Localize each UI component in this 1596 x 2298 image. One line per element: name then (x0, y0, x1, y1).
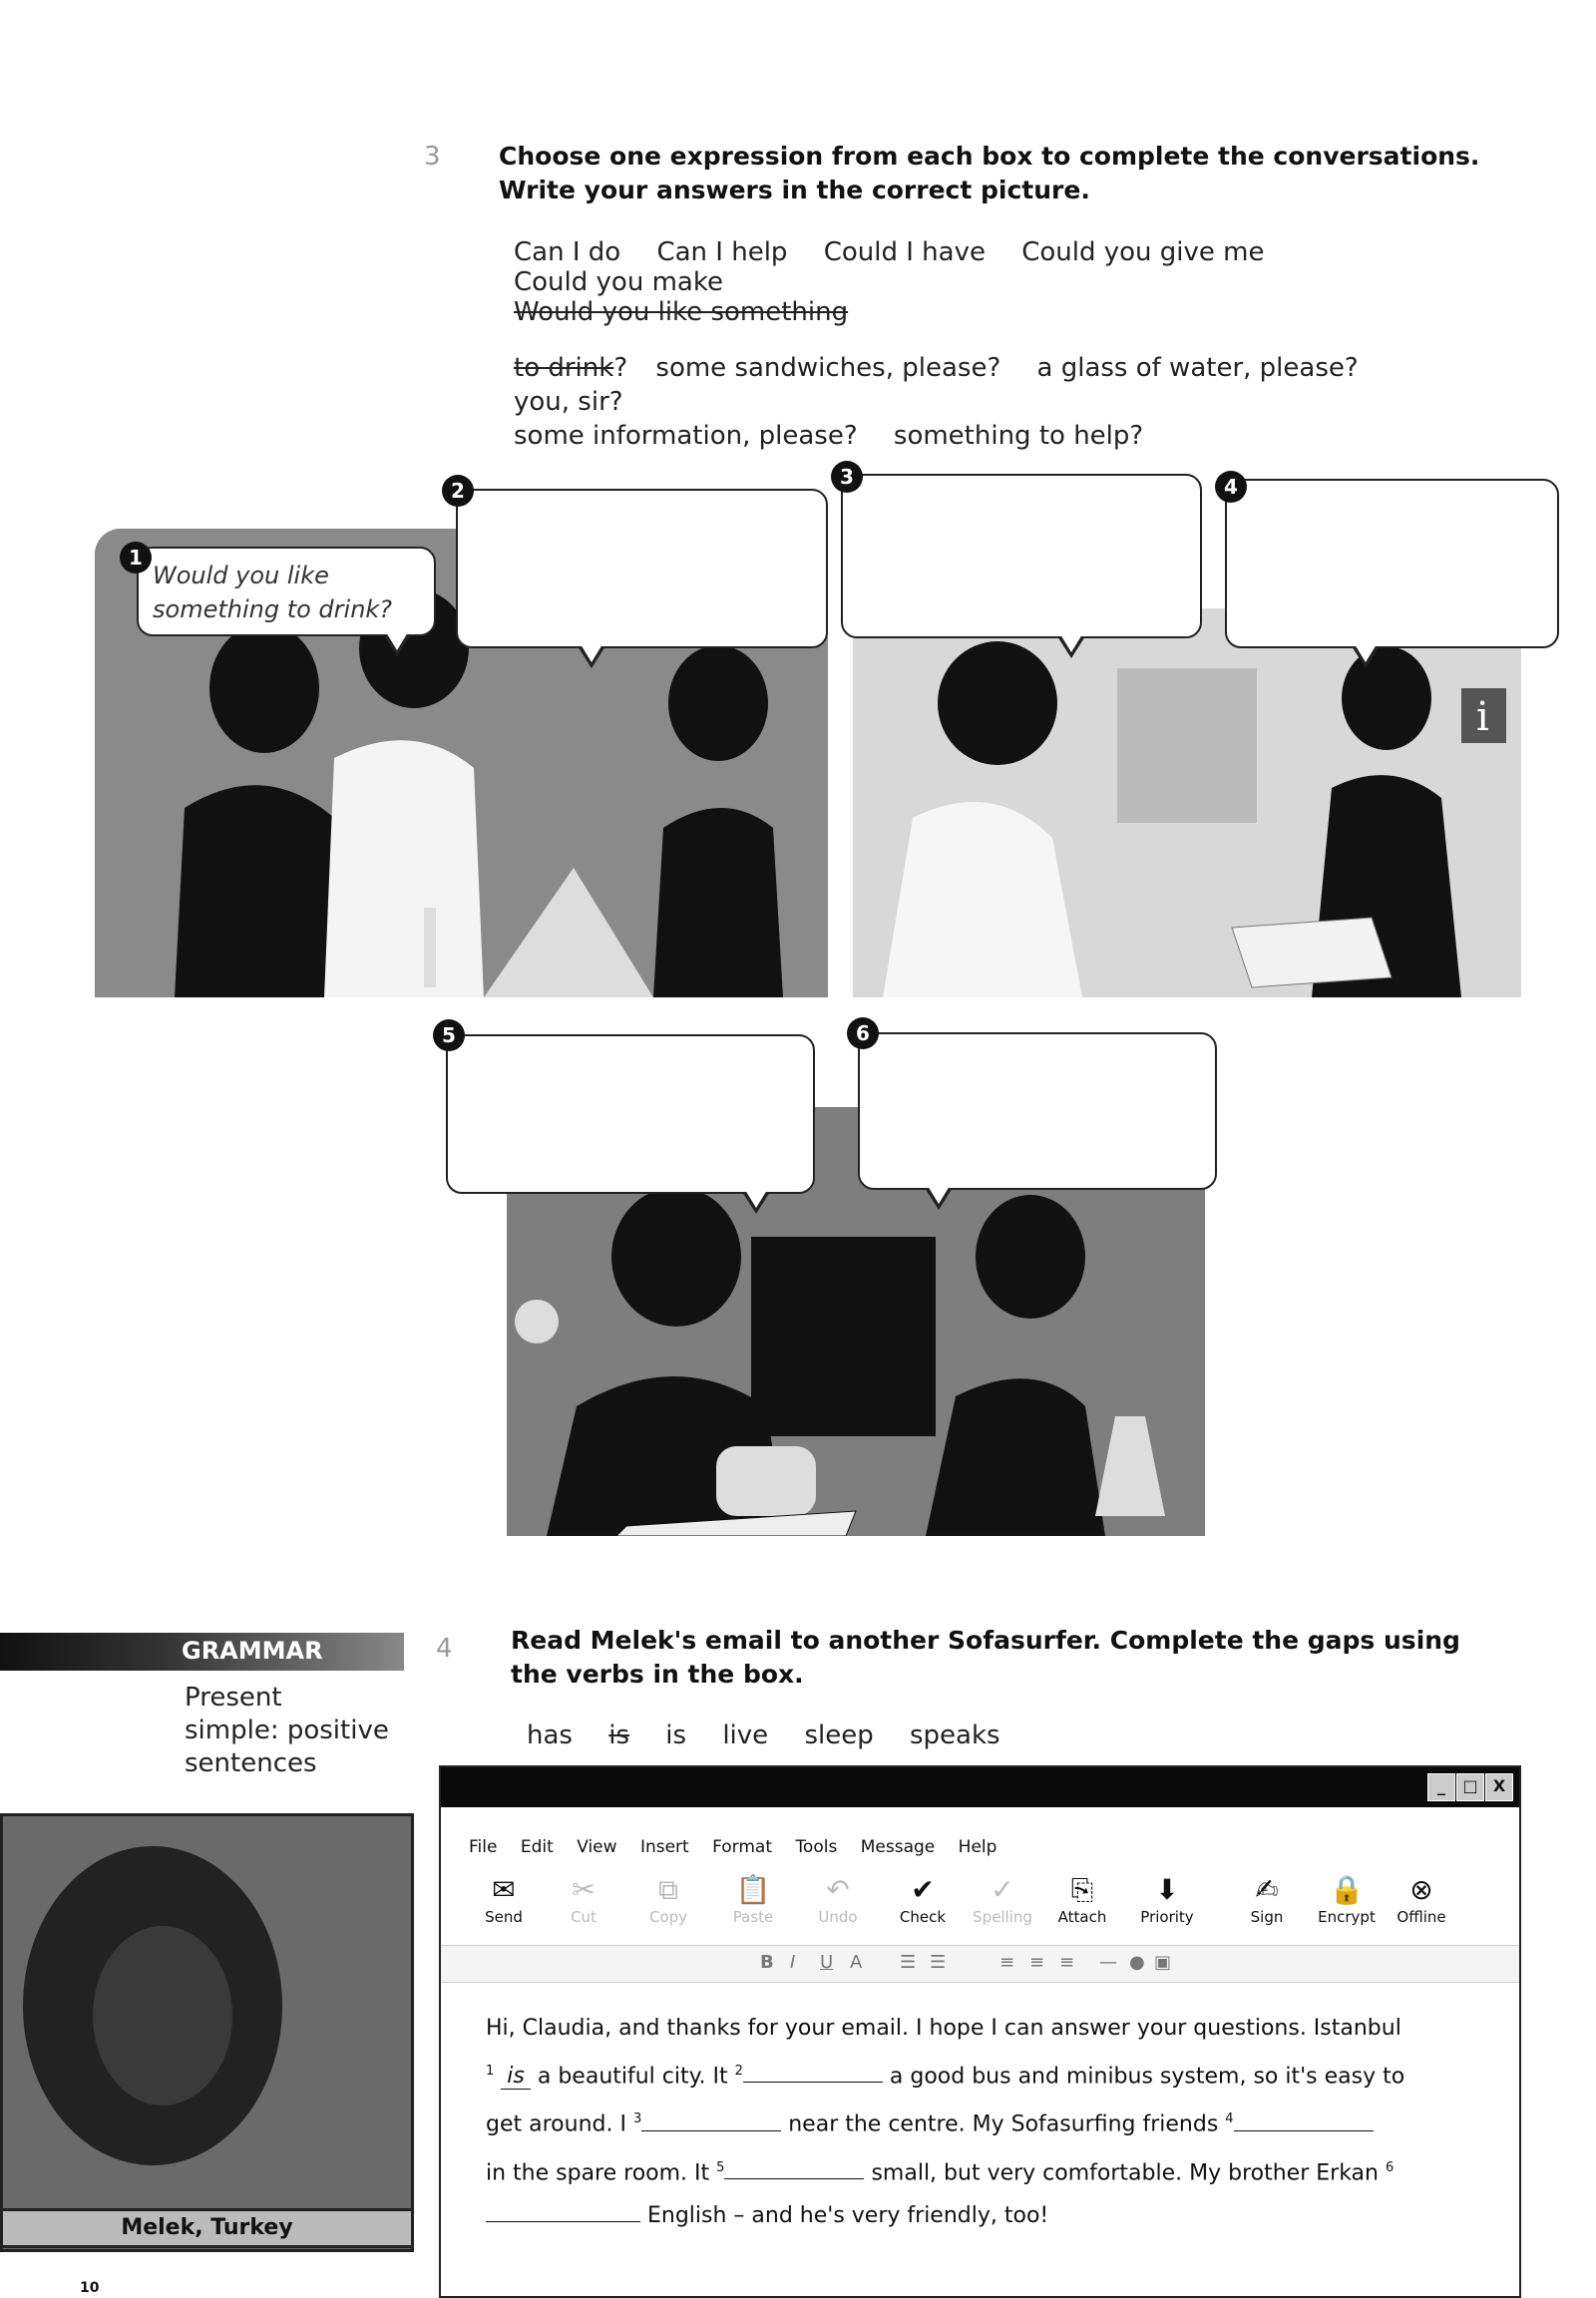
insert-picture-icon[interactable]: ▣ (1154, 1952, 1172, 1973)
tool-label: Undo (818, 1908, 858, 1926)
menu-insert[interactable]: Insert (639, 1837, 689, 1857)
insert-link-icon[interactable]: ● (1129, 1952, 1145, 1973)
menu-help[interactable]: Help (958, 1837, 998, 1857)
check-button[interactable] (888, 1872, 958, 1926)
priority-icon: ⬇ (1155, 1873, 1179, 1906)
close-button[interactable]: X (1485, 1773, 1513, 1801)
menu-message[interactable]: Message (860, 1837, 936, 1857)
gap-5-blank[interactable] (724, 2158, 864, 2179)
undo-icon: ↶ (826, 1873, 850, 1906)
offline-icon: ⊗ (1409, 1873, 1433, 1906)
verb-word-struck: is (608, 1721, 630, 1750)
box2-word: a glass of water, please? (1036, 353, 1359, 383)
speech-bubble-4[interactable] (1225, 479, 1559, 648)
send-button[interactable] (469, 1872, 539, 1926)
encrypt-icon: 🔒 (1329, 1873, 1365, 1906)
melek-photo (0, 1813, 414, 2252)
box2-example-struck: to drink (514, 353, 614, 383)
email-text: a beautiful city. It (537, 2064, 728, 2090)
exercise-3-number: 3 (424, 142, 441, 172)
email-toolbar (469, 1872, 1506, 1942)
portrait-image (3, 1816, 414, 2252)
bubble-tail (1057, 636, 1085, 658)
verb-box (527, 1721, 1028, 1750)
menu-file[interactable]: File (469, 1837, 498, 1857)
encrypt-button[interactable] (1312, 1872, 1382, 1926)
bubble-number-badge: 2 (442, 475, 474, 507)
gap-number: 5 (716, 2159, 725, 2175)
undo-button[interactable] (803, 1872, 873, 1926)
tool-label: Sign (1250, 1908, 1284, 1926)
formatting-toolbar (441, 1945, 1519, 1983)
grammar-subtitle (185, 1682, 389, 1780)
email-window (439, 1765, 1521, 2298)
bubble-number-badge: 3 (831, 461, 863, 493)
bubble-6-text (860, 1034, 1215, 1054)
email-body[interactable] (486, 2007, 1483, 2237)
scissors-icon: ✂ (572, 1873, 596, 1906)
minimize-button[interactable]: _ (1427, 1773, 1455, 1801)
box2-word: some sandwiches, please? (655, 353, 1001, 383)
verb-word: live (722, 1721, 769, 1750)
email-text: in the spare room. It (486, 2159, 710, 2185)
align-right-icon[interactable]: ≡ (1059, 1952, 1075, 1973)
menu-format[interactable]: Format (712, 1837, 773, 1857)
menu-bar (469, 1837, 1014, 1857)
page-number: 10 (80, 2280, 100, 2296)
verb-word: is (665, 1721, 687, 1750)
grammar-subtitle-line: simple: positive (185, 1716, 389, 1745)
spelling-icon: ✓ (991, 1873, 1014, 1906)
cut-button[interactable] (549, 1872, 618, 1926)
email-text: get around. I (486, 2111, 626, 2137)
numbered-list-icon[interactable]: ☰ (900, 1952, 917, 1973)
box2-word: you, sir? (514, 387, 623, 417)
email-text: near the centre. My Sofasurfing friends (788, 2111, 1219, 2137)
box1-word: Can I do (514, 237, 621, 267)
grammar-subtitle-line: Present (185, 1683, 282, 1713)
speech-bubble-3[interactable] (841, 474, 1202, 638)
bubble-3-text (843, 476, 1200, 496)
bubble-tail (578, 646, 605, 668)
align-left-icon[interactable]: ≡ (999, 1952, 1015, 1973)
gap-1-answer: is (501, 2064, 531, 2090)
expression-box-2 (514, 351, 1511, 453)
tourist-info-illustration (853, 608, 1521, 997)
gap-3-blank[interactable] (641, 2110, 781, 2131)
paperclip-icon: ⎘ (1070, 1873, 1094, 1906)
gap-2-blank[interactable] (743, 2062, 883, 2083)
email-text: a good bus and minibus system, so it's easy to (889, 2064, 1405, 2090)
tool-label: Encrypt (1318, 1908, 1376, 1926)
box2-word: something to help? (893, 421, 1144, 451)
speech-bubble-5[interactable] (446, 1034, 815, 1194)
tool-label: Send (485, 1908, 523, 1926)
speech-bubble-1 (137, 547, 436, 636)
email-text: Hi, Claudia, and thanks for your email. I hope I can answer your questions. Istanbul (486, 2016, 1401, 2041)
italic-icon[interactable]: I (790, 1952, 796, 1973)
send-icon: ✉ (492, 1873, 516, 1906)
bubble-5-text (448, 1036, 813, 1056)
sign-icon: ✍ (1255, 1873, 1279, 1906)
photo-caption: Melek, Turkey (0, 2208, 414, 2248)
check-names-icon: ✔ (911, 1873, 935, 1906)
tourist-info-scene-icon (853, 608, 1521, 997)
speech-bubble-2[interactable] (456, 489, 828, 648)
align-center-icon[interactable]: ≡ (1029, 1952, 1045, 1973)
paste-icon: 📋 (735, 1873, 771, 1906)
gap-number: 1 (486, 2064, 495, 2079)
expression-box-1 (514, 237, 1511, 327)
verb-word: has (527, 1721, 573, 1750)
tool-label: Cut (571, 1908, 597, 1926)
gap-number: 6 (1385, 2159, 1395, 2175)
bubble-tail (383, 634, 411, 656)
font-color-icon[interactable]: A (850, 1952, 863, 1973)
copy-icon: ⧉ (658, 1873, 678, 1906)
box1-word: Could I have (823, 237, 986, 267)
email-line (486, 2007, 1483, 2050)
bubble-1-text: Would you like something to drink? (153, 562, 393, 623)
bubble-number-badge: 5 (433, 1019, 465, 1051)
tool-label: Paste (732, 1908, 774, 1926)
menu-tools[interactable]: Tools (795, 1837, 838, 1857)
maximize-button[interactable]: □ (1456, 1773, 1484, 1801)
tool-label: Check (899, 1908, 947, 1926)
grammar-subtitle-line: sentences (185, 1748, 317, 1778)
bubble-number-badge: 1 (120, 542, 152, 574)
bubble-tail (1352, 646, 1380, 668)
email-line (486, 2146, 1483, 2194)
offline-button[interactable] (1387, 1872, 1456, 1926)
paste-button[interactable] (718, 1872, 788, 1926)
spelling-button[interactable] (968, 1872, 1037, 1926)
speech-bubble-6[interactable] (858, 1032, 1217, 1190)
bullet-list-icon[interactable]: ☰ (930, 1952, 947, 1973)
gap-4-blank[interactable] (1234, 2110, 1374, 2131)
gap-number: 4 (1225, 2111, 1234, 2127)
sign-button[interactable] (1232, 1872, 1302, 1926)
horizontal-line-icon[interactable]: — (1099, 1952, 1117, 1973)
email-line (486, 2098, 1483, 2145)
bubble-4-text (1227, 481, 1557, 501)
box1-example-struck: Would you like something (514, 297, 849, 327)
attach-button[interactable] (1047, 1872, 1117, 1926)
bubble-tail (742, 1192, 770, 1214)
bubble-number-badge: 6 (847, 1017, 879, 1049)
box1-word: Could you give me (1021, 237, 1265, 267)
gap-6-blank[interactable] (486, 2201, 640, 2222)
box1-word: Can I help (656, 237, 788, 267)
tool-label: Spelling (973, 1908, 1032, 1926)
verb-word: speaks (909, 1721, 1000, 1750)
exercise-4-instruction: Read Melek's email to another Sofasurfer. Complete the gaps using the verbs in the box. (511, 1626, 1460, 1689)
verb-word: sleep (804, 1721, 874, 1750)
svg-text:i: i (1476, 694, 1489, 740)
bubble-tail (925, 1188, 953, 1210)
tool-label: Offline (1396, 1908, 1446, 1926)
grammar-title: GRAMMAR (182, 1637, 323, 1665)
exercise-4-number: 4 (436, 1634, 453, 1664)
tool-label: Attach (1057, 1908, 1107, 1926)
box2-example-suffix: ? (613, 353, 628, 383)
email-line (486, 2194, 1483, 2237)
tool-label: Priority (1140, 1908, 1194, 1926)
copy-button[interactable] (633, 1872, 703, 1926)
box1-word: Could you make (514, 267, 723, 297)
email-line (486, 2050, 1483, 2098)
email-title-bar (441, 1767, 1519, 1807)
box2-word: some information, please? (514, 421, 858, 451)
gap-number: 3 (632, 2111, 642, 2127)
email-text: English – and he's very friendly, too! (647, 2202, 1049, 2228)
gap-number: 2 (734, 2064, 743, 2079)
menu-edit[interactable]: Edit (520, 1837, 554, 1857)
bold-icon[interactable]: B (760, 1952, 774, 1973)
menu-view[interactable]: View (577, 1837, 617, 1857)
email-text: small, but very comfortable. My brother Erkan (871, 2159, 1379, 2185)
priority-button[interactable] (1132, 1872, 1202, 1926)
exercise-3-instruction: Choose one expression from each box to complete the conversations. Write your answers in the correct picture. (499, 142, 1480, 204)
bubble-number-badge: 4 (1215, 471, 1247, 503)
bubble-2-text (458, 491, 826, 511)
underline-icon[interactable]: U (820, 1952, 834, 1973)
tool-label: Copy (648, 1908, 688, 1926)
